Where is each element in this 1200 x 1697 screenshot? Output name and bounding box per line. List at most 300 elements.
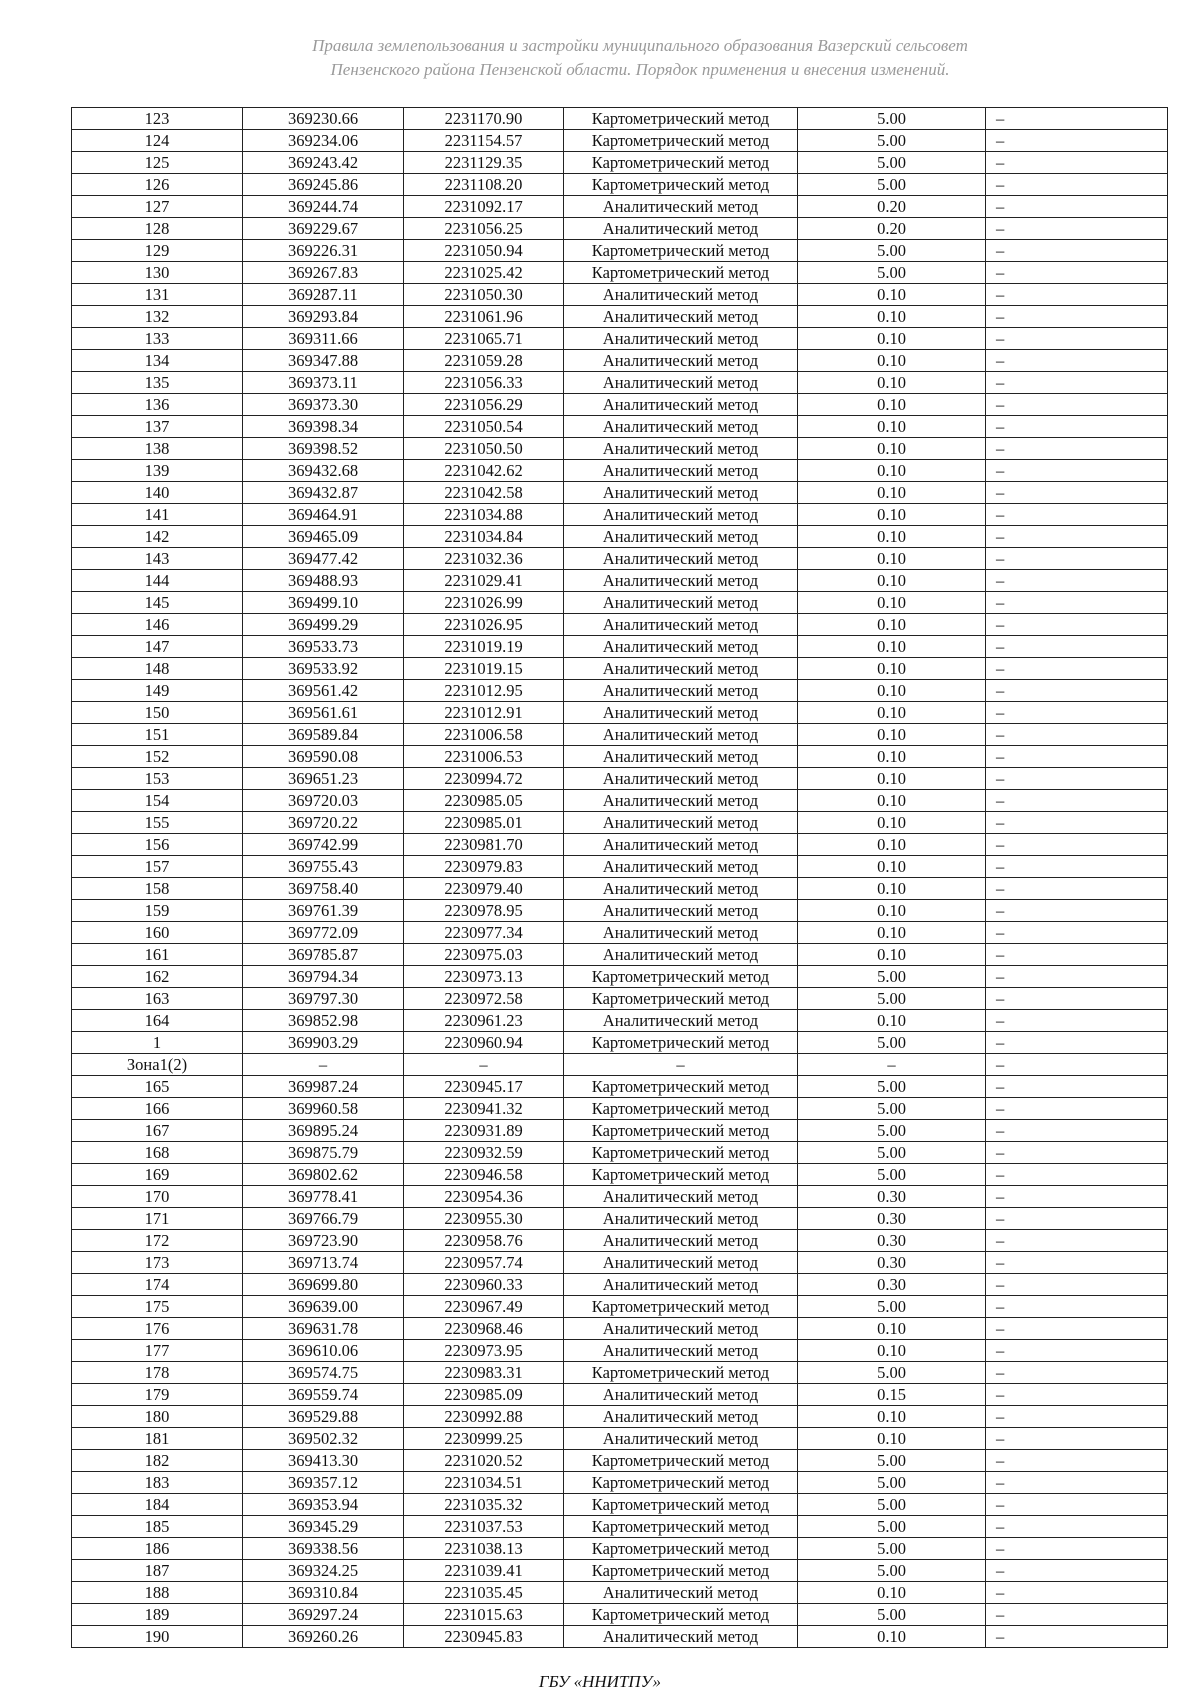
accuracy-cell: 5.00 [798,1120,986,1142]
method-cell: Аналитический метод [564,394,798,416]
y-coordinate-cell: 2230978.95 [404,900,564,922]
point-number-cell: 150 [72,702,243,724]
accuracy-cell: 0.30 [798,1186,986,1208]
table-row [72,724,1168,746]
x-coordinate-cell: 369797.30 [243,988,404,1010]
table-row [72,262,1168,284]
accuracy-cell: 0.10 [798,592,986,614]
x-coordinate-cell: 369287.11 [243,284,404,306]
table-row [72,1164,1168,1186]
accuracy-cell: 0.10 [798,438,986,460]
x-coordinate-cell: 369561.42 [243,680,404,702]
method-cell: Аналитический метод [564,1582,798,1604]
y-coordinate-cell: 2230999.25 [404,1428,564,1450]
table-row [72,306,1168,328]
method-cell: Картометрический метод [564,988,798,1010]
table-row [72,1296,1168,1318]
accuracy-cell: 5.00 [798,174,986,196]
accuracy-cell: 0.10 [798,306,986,328]
y-coordinate-cell: 2230957.74 [404,1252,564,1274]
accuracy-cell: 0.10 [798,504,986,526]
y-coordinate-cell: 2230941.32 [404,1098,564,1120]
table-row [72,570,1168,592]
x-coordinate-cell: 369875.79 [243,1142,404,1164]
accuracy-cell: 0.20 [798,218,986,240]
method-cell: Картометрический метод [564,108,798,130]
point-number-cell: 144 [72,570,243,592]
point-number-cell: 190 [72,1626,243,1648]
method-cell: Аналитический метод [564,504,798,526]
method-cell: Картометрический метод [564,1296,798,1318]
table-row [72,482,1168,504]
point-number-cell: 171 [72,1208,243,1230]
y-coordinate-cell: 2231019.15 [404,658,564,680]
table-row [72,1472,1168,1494]
note-cell: – [986,1362,1168,1384]
y-coordinate-cell: 2231034.51 [404,1472,564,1494]
x-coordinate-cell: 369477.42 [243,548,404,570]
x-coordinate-cell: 369234.06 [243,130,404,152]
method-cell: Картометрический метод [564,1076,798,1098]
point-number-cell: 143 [72,548,243,570]
point-number-cell: 149 [72,680,243,702]
point-number-cell: 135 [72,372,243,394]
x-coordinate-cell: 369413.30 [243,1450,404,1472]
point-number-cell: 180 [72,1406,243,1428]
table-row [72,394,1168,416]
point-number-cell: 172 [72,1230,243,1252]
accuracy-cell: 0.10 [798,1318,986,1340]
note-cell: – [986,1560,1168,1582]
note-cell: – [986,1142,1168,1164]
y-coordinate-cell: 2230946.58 [404,1164,564,1186]
x-coordinate-cell: 369338.56 [243,1538,404,1560]
note-cell: – [986,1208,1168,1230]
accuracy-cell: 5.00 [798,1538,986,1560]
y-coordinate-cell: 2230931.89 [404,1120,564,1142]
x-coordinate-cell: 369267.83 [243,262,404,284]
note-cell: – [986,1032,1168,1054]
x-coordinate-cell: 369533.73 [243,636,404,658]
table-row [72,944,1168,966]
accuracy-cell: 0.10 [798,834,986,856]
note-cell: – [986,1450,1168,1472]
note-cell: – [986,1120,1168,1142]
point-number-cell: 136 [72,394,243,416]
method-cell: Аналитический метод [564,526,798,548]
x-coordinate-cell: 369639.00 [243,1296,404,1318]
table-row [72,416,1168,438]
accuracy-cell: 0.10 [798,1582,986,1604]
y-coordinate-cell: 2231154.57 [404,130,564,152]
x-coordinate-cell: – [243,1054,404,1076]
point-number-cell: 186 [72,1538,243,1560]
method-cell: Аналитический метод [564,768,798,790]
x-coordinate-cell: 369651.23 [243,768,404,790]
method-cell: Картометрический метод [564,1362,798,1384]
point-number-cell: 142 [72,526,243,548]
table-row [72,1120,1168,1142]
table-row [72,108,1168,130]
y-coordinate-cell: 2231050.54 [404,416,564,438]
table-row [72,130,1168,152]
method-cell: Аналитический метод [564,350,798,372]
accuracy-cell: 5.00 [798,240,986,262]
method-cell: Аналитический метод [564,482,798,504]
point-number-cell: 173 [72,1252,243,1274]
x-coordinate-cell: 369345.29 [243,1516,404,1538]
y-coordinate-cell: 2231092.17 [404,196,564,218]
table-row [72,1582,1168,1604]
page-footer: ГБУ «ННИТПУ» [538,1672,662,1691]
point-number-cell: 126 [72,174,243,196]
x-coordinate-cell: 369589.84 [243,724,404,746]
x-coordinate-cell: 369895.24 [243,1120,404,1142]
x-coordinate-cell: 369631.78 [243,1318,404,1340]
x-coordinate-cell: 369720.22 [243,812,404,834]
x-coordinate-cell: 369357.12 [243,1472,404,1494]
note-cell: – [986,944,1168,966]
point-number-cell: 147 [72,636,243,658]
note-cell: – [986,1164,1168,1186]
table-row [72,790,1168,812]
point-number-cell: 161 [72,944,243,966]
accuracy-cell: 0.10 [798,1626,986,1648]
note-cell: – [986,1406,1168,1428]
point-number-cell: 145 [72,592,243,614]
accuracy-cell: 0.10 [798,856,986,878]
y-coordinate-cell: 2230973.13 [404,966,564,988]
point-number-cell: 137 [72,416,243,438]
note-cell: – [986,1472,1168,1494]
y-coordinate-cell: 2230972.58 [404,988,564,1010]
note-cell: – [986,460,1168,482]
y-coordinate-cell: 2230975.03 [404,944,564,966]
table-row [72,196,1168,218]
note-cell: – [986,878,1168,900]
table-row [72,988,1168,1010]
note-cell: – [986,1516,1168,1538]
y-coordinate-cell: 2230973.95 [404,1340,564,1362]
method-cell: Картометрический метод [564,262,798,284]
y-coordinate-cell: 2230985.05 [404,790,564,812]
table-row [72,1252,1168,1274]
y-coordinate-cell: 2230958.76 [404,1230,564,1252]
y-coordinate-cell: – [404,1054,564,1076]
table-row [72,614,1168,636]
x-coordinate-cell: 369778.41 [243,1186,404,1208]
method-cell: Аналитический метод [564,856,798,878]
x-coordinate-cell: 369432.68 [243,460,404,482]
note-cell: – [986,966,1168,988]
y-coordinate-cell: 2230955.30 [404,1208,564,1230]
table-row [72,1032,1168,1054]
method-cell: Картометрический метод [564,1538,798,1560]
method-cell: Аналитический метод [564,878,798,900]
method-cell: Аналитический метод [564,1010,798,1032]
table-row [72,1274,1168,1296]
note-cell: – [986,680,1168,702]
note-cell: – [986,328,1168,350]
method-cell: Картометрический метод [564,1604,798,1626]
table-row [72,922,1168,944]
note-cell: – [986,218,1168,240]
x-coordinate-cell: 369561.61 [243,702,404,724]
x-coordinate-cell: 369293.84 [243,306,404,328]
method-cell: Картометрический метод [564,1472,798,1494]
note-cell: – [986,130,1168,152]
note-cell: – [986,1626,1168,1648]
y-coordinate-cell: 2231108.20 [404,174,564,196]
table-row [72,350,1168,372]
y-coordinate-cell: 2231039.41 [404,1560,564,1582]
x-coordinate-cell: 369311.66 [243,328,404,350]
accuracy-cell: 0.10 [798,328,986,350]
note-cell: – [986,812,1168,834]
x-coordinate-cell: 369723.90 [243,1230,404,1252]
note-cell: – [986,1340,1168,1362]
accuracy-cell: 0.10 [798,548,986,570]
table-row [72,966,1168,988]
accuracy-cell: 0.10 [798,416,986,438]
table-row [72,438,1168,460]
note-cell: – [986,482,1168,504]
x-coordinate-cell: 369502.32 [243,1428,404,1450]
table-row [72,1362,1168,1384]
y-coordinate-cell: 2231050.50 [404,438,564,460]
point-number-cell: 183 [72,1472,243,1494]
point-number-cell: 158 [72,878,243,900]
method-cell: Картометрический метод [564,130,798,152]
table-row [72,856,1168,878]
y-coordinate-cell: 2230968.46 [404,1318,564,1340]
page-header [150,34,1130,82]
x-coordinate-cell: 369398.34 [243,416,404,438]
point-number-cell: 175 [72,1296,243,1318]
x-coordinate-cell: 369713.74 [243,1252,404,1274]
y-coordinate-cell: 2231015.63 [404,1604,564,1626]
x-coordinate-cell: 369245.86 [243,174,404,196]
y-coordinate-cell: 2231034.84 [404,526,564,548]
table-row [72,240,1168,262]
note-cell: – [986,768,1168,790]
accuracy-cell: 0.30 [798,1274,986,1296]
y-coordinate-cell: 2231012.95 [404,680,564,702]
method-cell: Картометрический метод [564,240,798,262]
accuracy-cell: 5.00 [798,966,986,988]
note-cell: – [986,196,1168,218]
method-cell: Аналитический метод [564,1428,798,1450]
note-cell: – [986,1054,1168,1076]
table-row [72,1428,1168,1450]
method-cell: Аналитический метод [564,1208,798,1230]
table-row [72,328,1168,350]
note-cell: – [986,636,1168,658]
method-cell: Аналитический метод [564,438,798,460]
method-cell: Аналитический метод [564,790,798,812]
point-number-cell: 157 [72,856,243,878]
point-number-cell: 164 [72,1010,243,1032]
point-number-cell: 177 [72,1340,243,1362]
x-coordinate-cell: 369230.66 [243,108,404,130]
table-row [72,218,1168,240]
note-cell: – [986,1076,1168,1098]
table-row [72,1384,1168,1406]
note-cell: – [986,1318,1168,1340]
y-coordinate-cell: 2231056.33 [404,372,564,394]
note-cell: – [986,394,1168,416]
note-cell: – [986,1538,1168,1560]
y-coordinate-cell: 2231020.52 [404,1450,564,1472]
point-number-cell: 163 [72,988,243,1010]
point-number-cell: 187 [72,1560,243,1582]
method-cell: Картометрический метод [564,1164,798,1186]
x-coordinate-cell: 369499.29 [243,614,404,636]
y-coordinate-cell: 2230985.09 [404,1384,564,1406]
coordinates-table [71,107,1168,1648]
method-cell: Аналитический метод [564,812,798,834]
point-number-cell: 138 [72,438,243,460]
x-coordinate-cell: 369987.24 [243,1076,404,1098]
table-row [72,878,1168,900]
point-number-cell: 165 [72,1076,243,1098]
table-row [72,592,1168,614]
y-coordinate-cell: 2231006.53 [404,746,564,768]
accuracy-cell: 5.00 [798,108,986,130]
point-number-cell: 188 [72,1582,243,1604]
x-coordinate-cell: 369794.34 [243,966,404,988]
note-cell: – [986,108,1168,130]
x-coordinate-cell: 369960.58 [243,1098,404,1120]
point-number-cell: 184 [72,1494,243,1516]
point-number-cell: 156 [72,834,243,856]
note-cell: – [986,834,1168,856]
point-number-cell: 139 [72,460,243,482]
point-number-cell: 166 [72,1098,243,1120]
note-cell: – [986,262,1168,284]
accuracy-cell: 5.00 [798,152,986,174]
point-number-cell: 168 [72,1142,243,1164]
point-number-cell: 174 [72,1274,243,1296]
table-row [72,152,1168,174]
accuracy-cell: 0.10 [798,284,986,306]
accuracy-cell: 5.00 [798,1362,986,1384]
point-number-cell: 129 [72,240,243,262]
point-number-cell: 167 [72,1120,243,1142]
point-number-cell: 179 [72,1384,243,1406]
method-cell: Картометрический метод [564,1560,798,1582]
y-coordinate-cell: 2231032.36 [404,548,564,570]
method-cell: Картометрический метод [564,1450,798,1472]
note-cell: – [986,1296,1168,1318]
method-cell: Аналитический метод [564,1230,798,1252]
table-row [72,746,1168,768]
x-coordinate-cell: 369590.08 [243,746,404,768]
method-cell: Аналитический метод [564,218,798,240]
accuracy-cell: 0.10 [798,746,986,768]
accuracy-cell: 0.10 [798,350,986,372]
note-cell: – [986,1010,1168,1032]
table-row [72,1186,1168,1208]
x-coordinate-cell: 369488.93 [243,570,404,592]
x-coordinate-cell: 369226.31 [243,240,404,262]
accuracy-cell: 0.10 [798,658,986,680]
note-cell: – [986,570,1168,592]
y-coordinate-cell: 2231042.58 [404,482,564,504]
method-cell: Аналитический метод [564,328,798,350]
method-cell: Аналитический метод [564,1626,798,1648]
y-coordinate-cell: 2231038.13 [404,1538,564,1560]
y-coordinate-cell: 2230967.49 [404,1296,564,1318]
y-coordinate-cell: 2231034.88 [404,504,564,526]
y-coordinate-cell: 2231059.28 [404,350,564,372]
y-coordinate-cell: 2231170.90 [404,108,564,130]
accuracy-cell: 5.00 [798,262,986,284]
y-coordinate-cell: 2231006.58 [404,724,564,746]
note-cell: – [986,988,1168,1010]
note-cell: – [986,438,1168,460]
x-coordinate-cell: 369464.91 [243,504,404,526]
x-coordinate-cell: 369373.30 [243,394,404,416]
note-cell: – [986,1604,1168,1626]
note-cell: – [986,1582,1168,1604]
x-coordinate-cell: 369574.75 [243,1362,404,1384]
point-number-cell: 155 [72,812,243,834]
y-coordinate-cell: 2230945.83 [404,1626,564,1648]
y-coordinate-cell: 2230992.88 [404,1406,564,1428]
note-cell: – [986,1230,1168,1252]
method-cell: Картометрический метод [564,966,798,988]
y-coordinate-cell: 2231056.25 [404,218,564,240]
method-cell: Аналитический метод [564,680,798,702]
note-cell: – [986,1428,1168,1450]
accuracy-cell: 0.10 [798,460,986,482]
accuracy-cell: 0.30 [798,1230,986,1252]
accuracy-cell: 5.00 [798,988,986,1010]
method-cell: Аналитический метод [564,284,798,306]
note-cell: – [986,284,1168,306]
x-coordinate-cell: 369758.40 [243,878,404,900]
table-row [72,1538,1168,1560]
note-cell: – [986,526,1168,548]
note-cell: – [986,592,1168,614]
accuracy-cell: 5.00 [798,1032,986,1054]
point-number-cell: 132 [72,306,243,328]
method-cell: Аналитический метод [564,460,798,482]
table-row [72,1340,1168,1362]
accuracy-cell: 0.10 [798,636,986,658]
note-cell: – [986,746,1168,768]
table-row [72,1318,1168,1340]
point-number-cell: 154 [72,790,243,812]
x-coordinate-cell: 369559.74 [243,1384,404,1406]
method-cell: Картометрический метод [564,1494,798,1516]
x-coordinate-cell: 369243.42 [243,152,404,174]
x-coordinate-cell: 369699.80 [243,1274,404,1296]
table-row [72,526,1168,548]
accuracy-cell: 0.30 [798,1252,986,1274]
method-cell: Аналитический метод [564,944,798,966]
x-coordinate-cell: 369766.79 [243,1208,404,1230]
point-number-cell: 178 [72,1362,243,1384]
table-row [72,1560,1168,1582]
x-coordinate-cell: 369742.99 [243,834,404,856]
point-number-cell: Зона1(2) [72,1054,243,1076]
y-coordinate-cell: 2231026.99 [404,592,564,614]
note-cell: – [986,174,1168,196]
point-number-cell: 134 [72,350,243,372]
y-coordinate-cell: 2230954.36 [404,1186,564,1208]
